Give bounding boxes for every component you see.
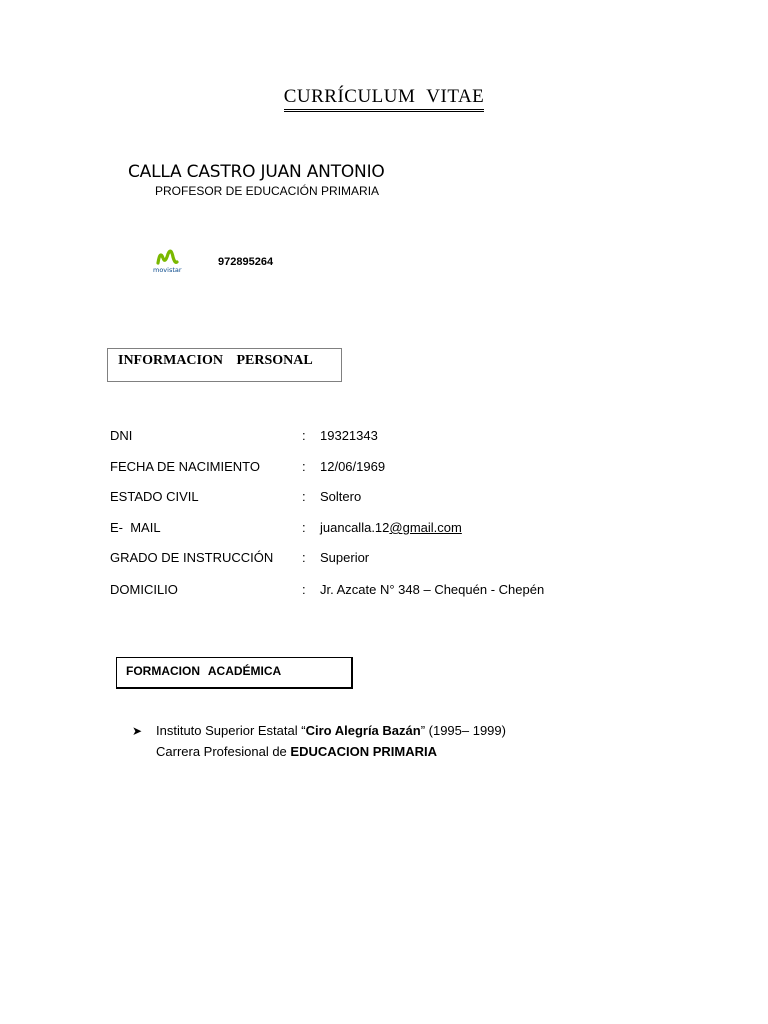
- info-separator: :: [302, 428, 306, 443]
- education-career-prefix: Carrera Profesional de: [156, 744, 291, 759]
- education-institution: [156, 723, 506, 738]
- education-career-name: EDUCACION PRIMARIA: [290, 744, 438, 759]
- info-value: 12/06/1969: [320, 459, 386, 474]
- email-link[interactable]: @gmail.com: [389, 520, 462, 535]
- email-value: [320, 520, 462, 535]
- info-value: Superior: [320, 550, 370, 565]
- info-label: E- MAIL: [110, 520, 161, 535]
- personal-info-heading: INFORMACION PERSONAL: [118, 353, 313, 368]
- email-user: juancalla.12: [320, 520, 390, 535]
- personal-info-heading-box: [107, 348, 342, 382]
- academic-heading-box: [116, 657, 353, 689]
- logo-text: movistar: [153, 266, 182, 274]
- education-institution-years: ” (1995– 1999): [420, 723, 506, 738]
- info-separator: :: [302, 459, 306, 474]
- education-career: [156, 744, 437, 759]
- info-value: Soltero: [320, 489, 362, 504]
- info-label: GRADO DE INSTRUCCIÓN: [110, 550, 274, 565]
- movistar-logo-icon: [152, 248, 184, 274]
- bullet-arrow-icon: ➤: [132, 724, 143, 738]
- document-title: [0, 86, 768, 112]
- document-title-text: CURRÍCULUM VITAE: [284, 86, 485, 112]
- info-value: Jr. Azcate N° 348 – Chequén - Chepén: [320, 582, 545, 597]
- info-label: DOMICILIO: [110, 582, 178, 597]
- info-label: ESTADO CIVIL: [110, 489, 199, 504]
- info-separator: :: [302, 550, 306, 565]
- candidate-profession: PROFESOR DE EDUCACIÓN PRIMARIA: [155, 184, 380, 198]
- info-separator: :: [302, 489, 306, 504]
- phone-number: 972895264: [218, 256, 274, 268]
- info-label: DNI: [110, 428, 133, 443]
- info-label: FECHA DE NACIMIENTO: [110, 459, 261, 474]
- education-institution-name: Ciro Alegría Bazán: [305, 723, 421, 738]
- info-value: 19321343: [320, 428, 378, 443]
- info-separator: :: [302, 582, 306, 597]
- info-separator: :: [302, 520, 306, 535]
- education-institution-prefix: Instituto Superior Estatal “: [156, 723, 306, 738]
- academic-heading: FORMACION ACADÉMICA: [126, 664, 282, 678]
- candidate-name: CALLA CASTRO JUAN ANTONIO: [128, 162, 385, 182]
